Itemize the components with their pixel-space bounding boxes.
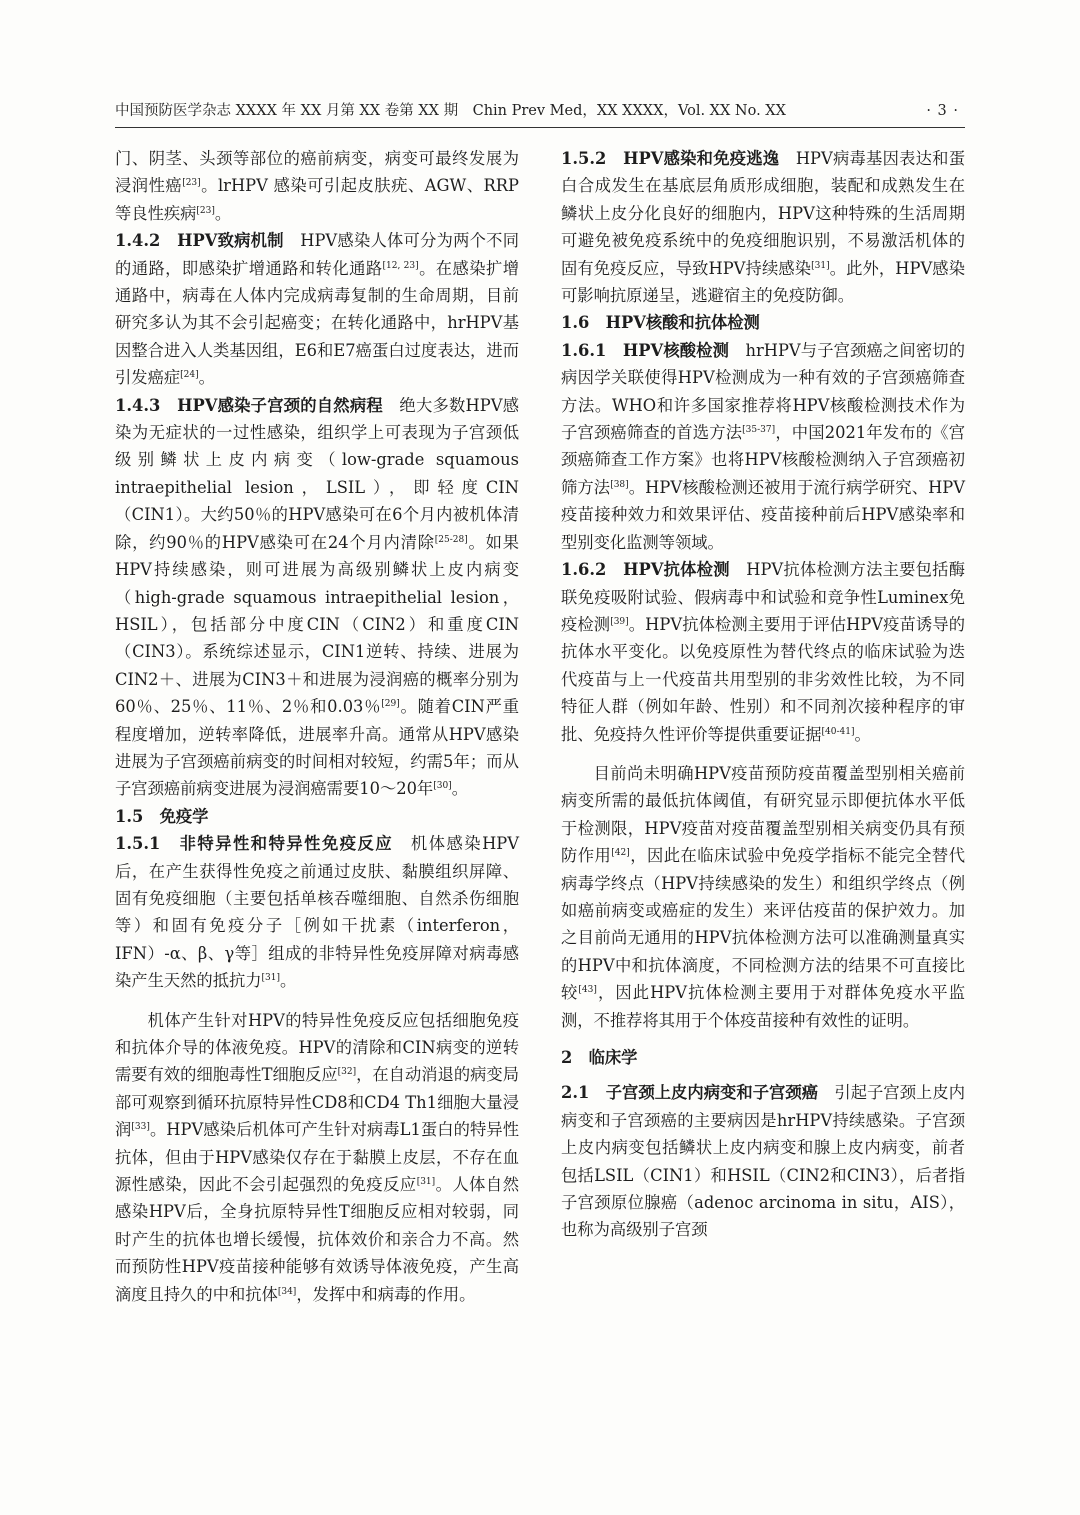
text: HPV感染人体可分为两个不同的通路，即感染扩增通路和转化通路 <box>115 231 519 278</box>
text: 。HPV感染后机体可产生针对病毒L1蛋白的特异性抗体，但由于HPV感染仅存在于黏膜上皮层，不存在血源性感染，因此不会引起强烈的免疫反应 <box>115 1120 519 1195</box>
citation: [35-37] <box>742 425 776 436</box>
text: 引起子宫颈上皮内病变和子宫颈癌的主要病因是hrHPV持续感染。子宫颈上皮内病变包括鳞状上皮内病变和腺上皮内病变，前者包括LSIL（CIN1）和HSIL（CIN2和CIN3），后者指子宫颈原位腺癌（adenoc arcinoma in situ，AIS），也称为高级别子宫颈 <box>561 1083 965 1240</box>
text: hrHPV与子宫颈癌之间密切的病因学关联使得HPV检测成为一种有效的子宫颈癌筛查方法。WHO和许多国家推荐将HPV核酸检测技术作为子宫颈癌筛查的首选方法 <box>561 340 965 443</box>
section-heading: 1.6.2 HPV抗体检测 <box>561 560 730 580</box>
text: ，中国2021年发布的《宫颈癌筛查工作方案》也将HPV核酸检测纳入子宫颈癌初筛方法 <box>561 423 965 497</box>
text: 目前尚未明确HPV疫苗预防疫苗覆盖型别相关癌前病变所需的最低抗体阈值，有研究显示即便抗体水平低于检测限，HPV疫苗对疫苗覆盖型别相关病变仍具有预防作用 <box>561 763 965 866</box>
text: 。此外，HPV感染可影响抗原递呈，逃避宿主的免疫防御。 <box>561 258 965 306</box>
section-heading: 2.1 子宫颈上皮内病变和子宫颈癌 <box>561 1083 819 1103</box>
paragraph-intro <box>115 145 519 227</box>
section-1-6-1 <box>561 337 965 556</box>
section-2-heading: 2 临床学 <box>561 1048 638 1067</box>
section-heading: 1.5.1 非特异性和特异性免疫反应 <box>115 834 394 854</box>
text: 。 <box>214 203 232 223</box>
citation: [24] <box>180 370 199 381</box>
journal-citation: 中国预防医学杂志 XXXX 年 XX 月第 XX 卷第 XX 期 Chin Prev Med，XX XXXX，Vol. XX No. XX <box>115 103 786 119</box>
paragraph-antibody-threshold <box>561 760 965 1034</box>
citation: [23] <box>182 178 201 189</box>
section-1-4-2 <box>115 227 519 391</box>
section-heading: 1.5.2 HPV感染和免疫逃逸 <box>561 149 780 168</box>
section-1-5-2 <box>561 145 965 309</box>
text: 。 <box>280 971 297 991</box>
citation: [42] <box>611 848 630 859</box>
text: 。在感染扩增通路中，病毒在人体内完成病毒复制的生命周期，目前研究多认为其不会引起癌变；在转化通路中，hrHPV基因整合进入人类基因组，E6和E7癌蛋白过度表达，进而引发癌症 <box>115 258 519 388</box>
citation: [32] <box>337 1067 357 1078</box>
text: ，发挥中和病毒的作用。 <box>296 1284 476 1304</box>
right-column <box>561 145 965 1244</box>
citation: [23] <box>196 205 215 216</box>
text: 。HPV核酸检测还被用于流行病学研究、HPV疫苗接种效力和效果评估、疫苗接种前后HPV感染率和型别变化监测等领域。 <box>561 477 965 552</box>
text: 。 <box>854 724 871 744</box>
citation: [29] <box>381 699 400 710</box>
citation: [33] <box>131 1122 150 1133</box>
citation: [34] <box>277 1286 297 1297</box>
citation: [38] <box>610 479 629 490</box>
section-1-6-2 <box>561 556 965 748</box>
text: 。lrHPV 感染可引起皮肤疣、AGW、RRP等良性疾病 <box>115 176 519 223</box>
citation: [12, 23] <box>382 260 419 271</box>
text: 门、阴茎、头颈等部位的癌前病变，病变可最终发展为浸润性癌 <box>115 149 519 196</box>
section-1-5-heading: 1.5 免疫学 <box>115 806 209 826</box>
citation: [31] <box>811 260 830 271</box>
section-heading: 1.6.1 HPV核酸检测 <box>561 340 730 360</box>
text: 。 <box>198 368 215 388</box>
citation: [39] <box>610 616 629 627</box>
text: HPV病毒基因表达和蛋白合成发生在基底层角质形成细胞，装配和成熟发生在鳞状上皮分化良好的细胞内，HPV这种特殊的生活周期可避免被免疫系统中的免疫细胞识别，不易激活机体的固有免疫反应，导致HPV持续感染 <box>561 149 965 278</box>
section-1-5-1 <box>115 830 519 994</box>
text: 。人体自然感染HPV后，全身抗原特异性T细胞反应相对较弱，同时产生的抗体也增长缓慢，抗体效价和亲合力不高。然而预防性HPV疫苗接种能够有效诱导体液免疫，产生高滴度且持久的中和抗体 <box>115 1175 519 1304</box>
text: HPV抗体检测方法主要包括酶联免疫吸附试验、假病毒中和试验和竞争性Luminex免疫检测 <box>561 560 965 634</box>
text: 。 <box>451 779 468 799</box>
left-column <box>115 145 519 1308</box>
citation: [31] <box>261 973 281 984</box>
paragraph-specific-immunity <box>115 1007 519 1308</box>
page-number: · 3 · <box>926 103 959 119</box>
running-header <box>115 97 965 128</box>
citation: [43] <box>578 985 597 996</box>
text: 。随着CIN严重程度增加，逆转率降低，进展率升高。通常从HPV感染进展为子宫颈癌前病变的时间相对较短，约需5年；而从子宫颈癌前病变进展为浸润癌需要10～20年 <box>115 697 519 799</box>
section-2-1 <box>561 1079 965 1243</box>
section-1-4-3 <box>115 392 519 803</box>
text: 绝大多数HPV感染为无症状的一过性感染，组织学上可表现为子宫颈低级别鳞状上皮内病变（low-grade squamous intraepithelial lesion，LSIL），即轻度CIN（CIN1）。大约50％的HPV感染可在6个月内被机体清除，约90％的HPV感染可在24个月内清除 <box>115 395 519 552</box>
text: ，因此HPV抗体检测主要用于对群体免疫水平监测，不推荐将其用于个体疫苗接种有效性的证明。 <box>561 983 965 1030</box>
text: 。HPV抗体检测主要用于评估HPV疫苗诱导的抗体水平变化。以免疫原性为替代终点的临床试验为迭代疫苗与上一代疫苗共用型别的非劣效性比较，为不同特征人群（例如年龄、性别）和不同剂次接种程序的审批、免疫持久性评价等提供重要证据 <box>561 614 965 744</box>
text: 机体产生针对HPV的特异性免疫反应包括细胞免疫和抗体介导的体液免疫。HPV的清除和CIN病变的逆转需要有效的细胞毒性T细胞反应 <box>115 1010 519 1085</box>
text: ，在自动消退的病变局部可观察到循环抗原特异性CD8和CD4 Th1细胞大量浸润 <box>115 1065 519 1140</box>
section-heading: 1.4.2 HPV致病机制 <box>115 231 284 251</box>
section-1-6-heading: 1.6 HPV核酸和抗体检测 <box>561 313 760 333</box>
section-heading: 1.4.3 HPV感染子宫颈的自然病程 <box>115 395 383 415</box>
citation: [25-28] <box>434 534 468 545</box>
text: 机体感染HPV后，在产生获得性免疫之前通过皮肤、黏膜组织屏障、固有免疫细胞（主要包括单核吞噬细胞、自然杀伤细胞等）和固有免疫分子［例如干扰素（interferon，IFN）-α、β、γ等］组成的非特异性免疫屏障对病毒感染产生天然的抵抗力 <box>115 834 519 991</box>
text: ，因此在临床试验中免疫学指标不能完全替代病毒学终点（HPV持续感染的发生）和组织学终点（例如癌前病变或癌症的发生）来评估疫苗的保护效力。加之目前尚无通用的HPV抗体检测方法可以准确测量真实的HPV中和抗体滴度，不同检测方法的结果不可直接比较 <box>561 846 965 1003</box>
text: 。如果HPV持续感染，则可进展为高级别鳞状上皮内病变（high-grade squamous intraepithelial lesion，HSIL），包括部分中度CIN（CIN2）和重度CIN（CIN3）。系统综述显示，CIN1逆转、持续、进展为CIN2＋、进展为CIN3＋和进展为浸润癌的概率分别为60％、25％、11％、2％和0.03％ <box>115 532 519 717</box>
citation: [30] <box>433 781 452 792</box>
citation: [31] <box>416 1177 436 1188</box>
citation: [40-41] <box>821 726 855 737</box>
